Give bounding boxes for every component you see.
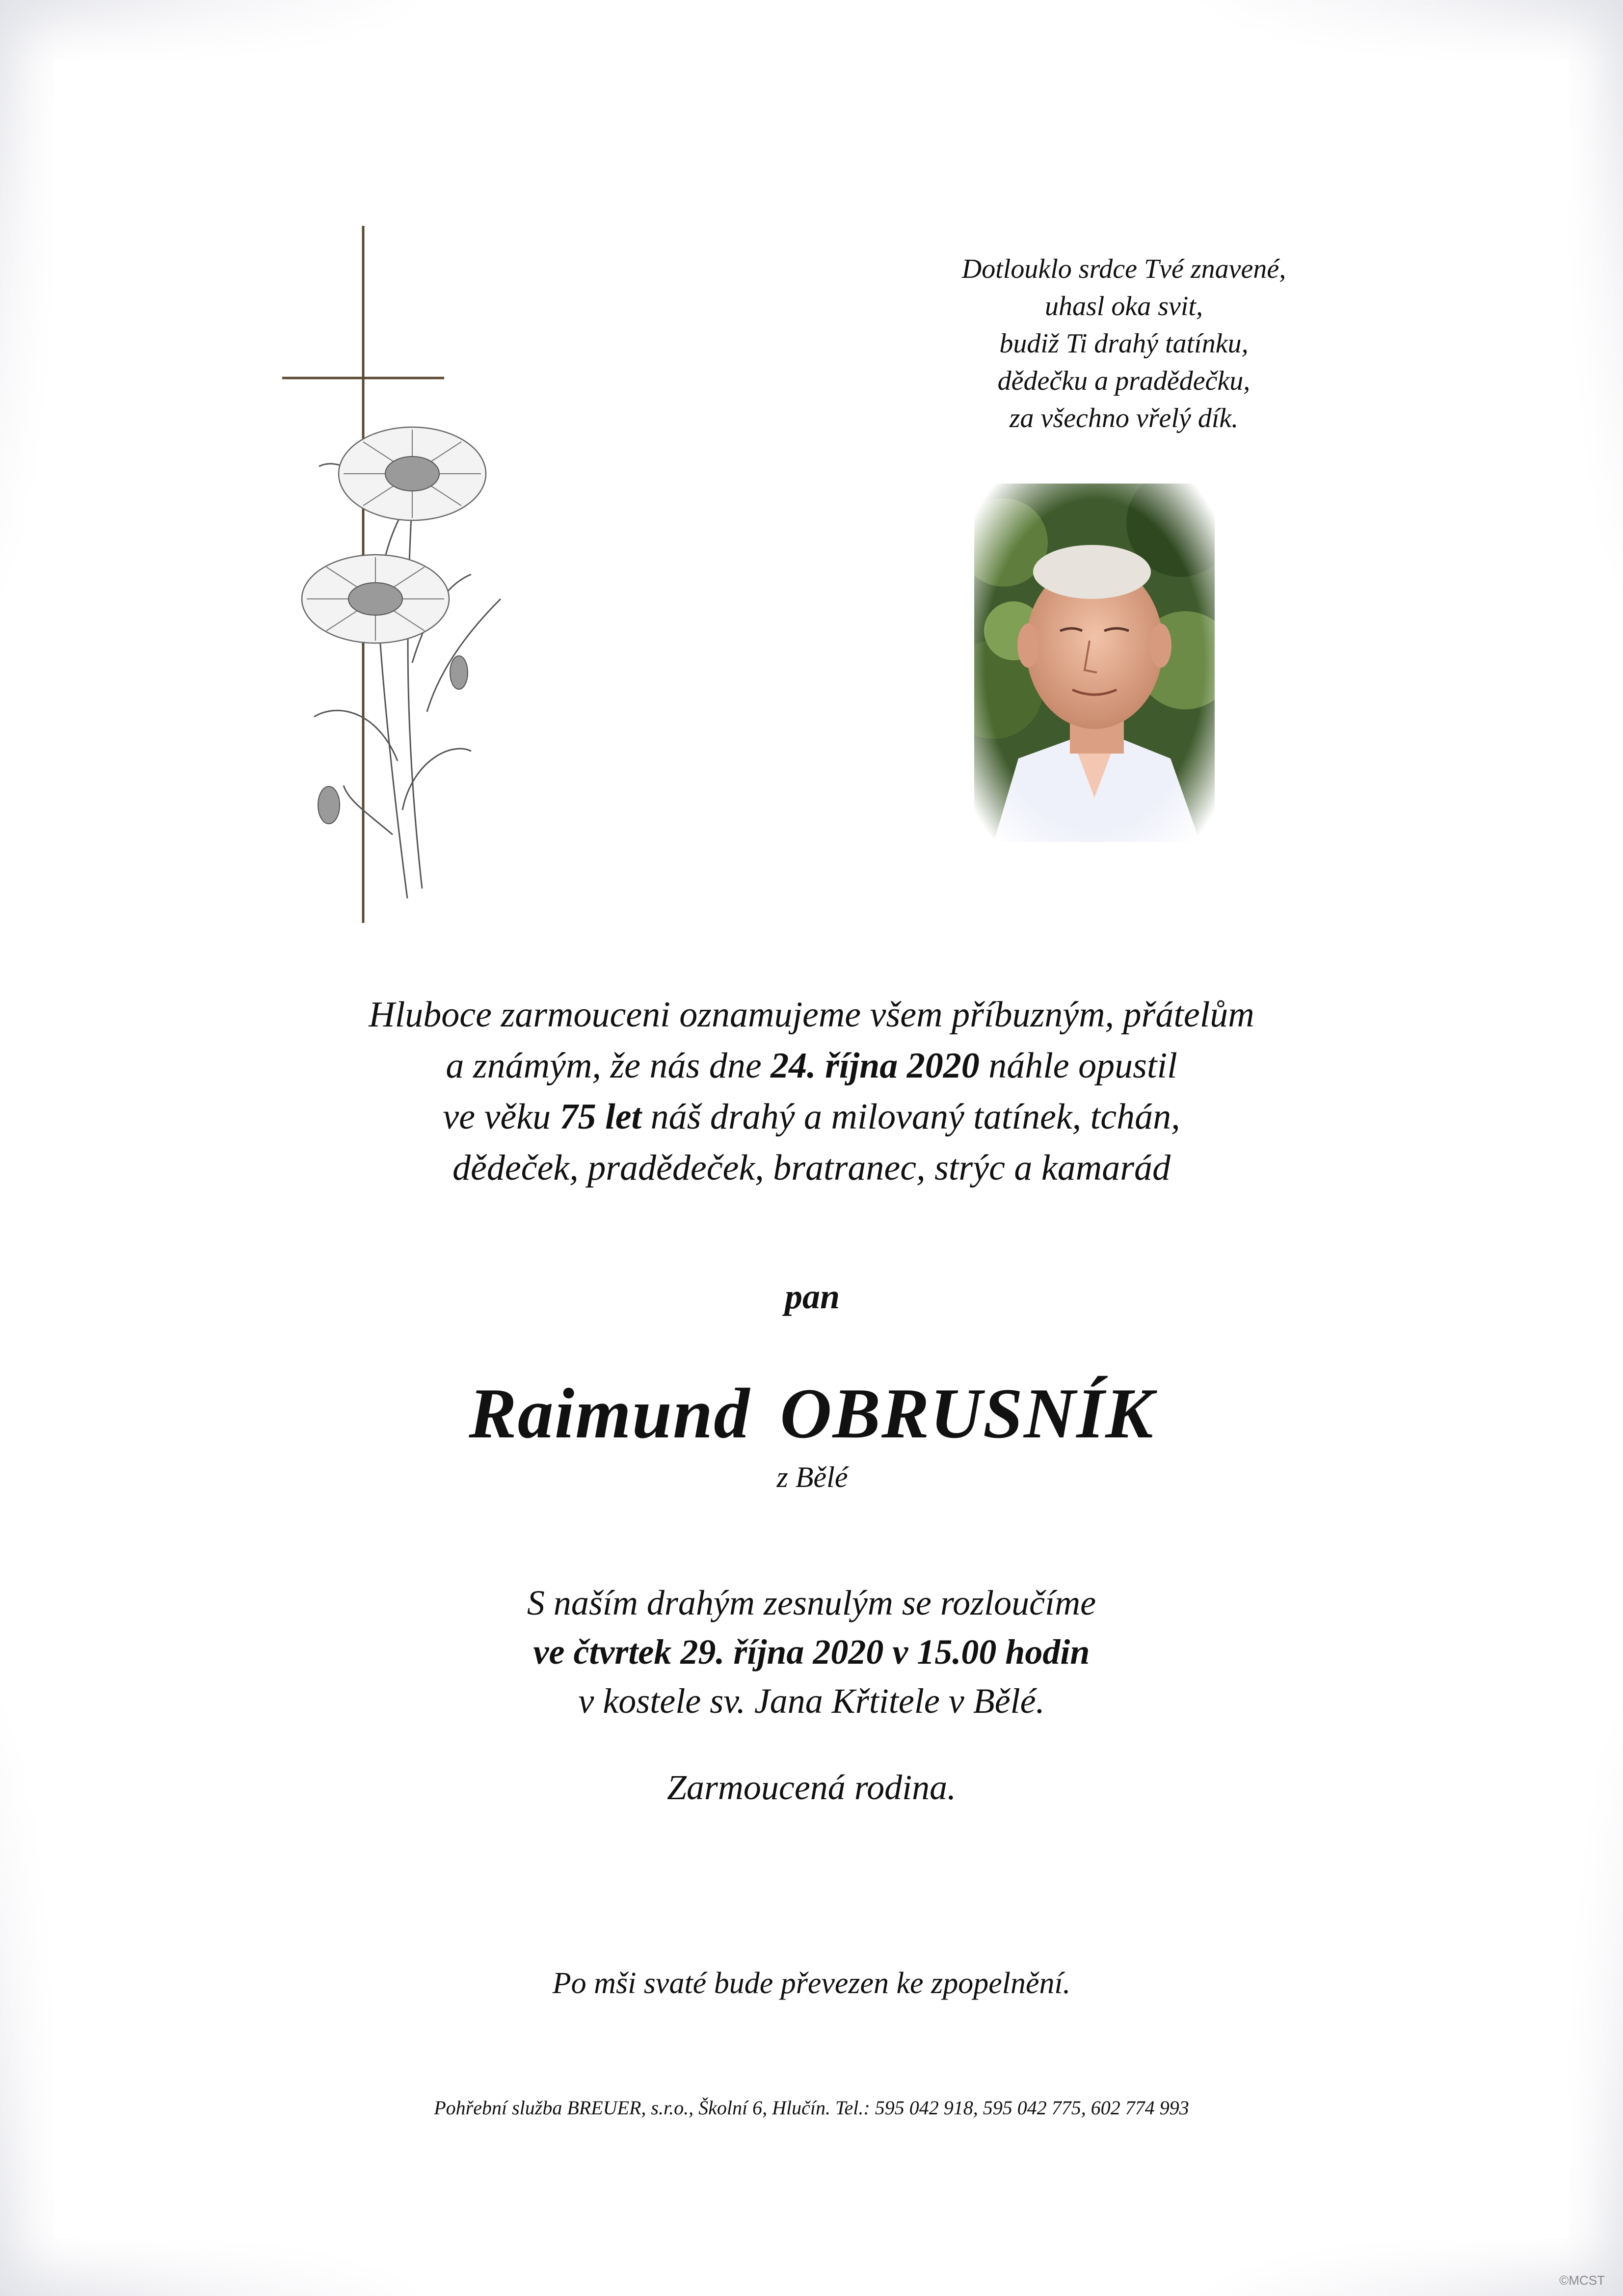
poem-line: uhasl oka svit, [1045, 291, 1203, 322]
announcement-text: náhle opustil [979, 1046, 1177, 1086]
funeral-location: v kostele sv. Jana Křtitele v Bělé. [578, 1681, 1045, 1721]
death-announcement [196, 989, 1427, 1193]
family-signature: Zarmoucená rodina. [666, 1768, 957, 1807]
announcement-line: Hluboce zarmouceni oznamujeme všem příbuzným, přátelům [369, 995, 1254, 1035]
poem-line: budiž Ti drahý tatínku, [999, 328, 1249, 359]
poem-line: dědečku a pradědečku, [997, 366, 1251, 396]
cross-with-flowers-icon [265, 221, 559, 928]
announcement-line: dědeček, pradědeček, bratranec, strýc a kamarád [452, 1148, 1171, 1188]
announcement-line [196, 1091, 1427, 1142]
portrait-photo [974, 484, 1215, 842]
honorific-title: pan [784, 1277, 840, 1316]
surname: OBRUSNÍK [780, 1374, 1154, 1453]
watermark: ©MCST [1559, 2273, 1605, 2288]
announcement-text: náš drahý a milovaný tatínek, tchán, [641, 1097, 1180, 1137]
poem-line: Dotlouklo srdce Tvé znavené, [961, 254, 1286, 284]
age-at-death: 75 let [559, 1097, 642, 1137]
date-of-death: 24. října 2020 [771, 1046, 980, 1086]
place-of-origin: z Bělé [776, 1461, 848, 1493]
funeral-service-footer: Pohřební služba BREUER, s.r.o., Školní 6, Hlučín. Tel.: 595 042 918, 595 042 775, 602 774 993 [434, 2097, 1189, 2119]
announcement-text: a známým, že nás dne [446, 1046, 771, 1086]
poem-line: za všechno vřelý dík. [1009, 403, 1239, 433]
announcement-text: ve věku [443, 1097, 560, 1137]
announcement-line [196, 1040, 1427, 1091]
first-name: Raimund [469, 1374, 751, 1453]
deceased-name [344, 1372, 1279, 1455]
funeral-details [294, 1578, 1329, 1726]
cremation-note: Po mši svaté bude převezen ke zpopelnění. [552, 1967, 1071, 2000]
memorial-poem [834, 250, 1413, 437]
farewell-line: S naším drahým zesnulým se rozloučíme [527, 1583, 1096, 1622]
funeral-date-time: ve čtvrtek 29. října 2020 v 15.00 hodin [533, 1632, 1090, 1672]
